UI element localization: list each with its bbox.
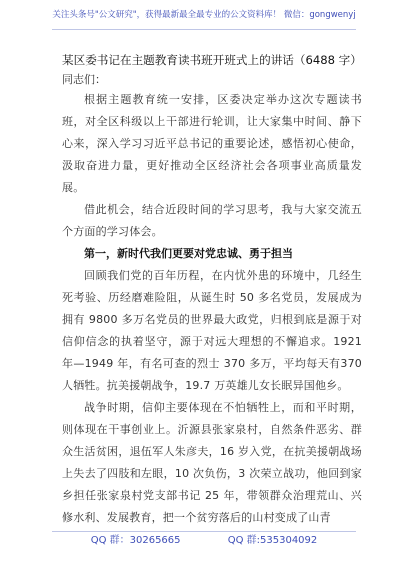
paragraph: 根据主题教育统一安排，区委决定举办这次专题读书班，对全区科级以上干部进行轮训，让大家集中时间、静下心来，深入学习习近平总书记的重要论述，感悟初心使命，汲取奋进力量，更好推动全区经济社会各项事业高质量发展。 (62, 93, 362, 194)
qq-group-1: QQ 群：30265665 (90, 535, 181, 546)
paragraph: 回顾我们党的百年历程，在内忧外患的环境中，几经生死考验、历经磨难险阻，从诞生时 50 多名党员，发展成为拥有 9800 多万名党员的世界最大政党，归根到底是源于对信仰信念的执着坚守，源于对远大理想的不懈追求。1921 年—1949 年，有名可查的烈士 370 多万，平均每天有370 人牺牲。抗美援朝战争，19.7 万英雄儿女长眠异国他乡。 (62, 269, 362, 392)
document-body (62, 52, 362, 529)
salutation: 同志们： (62, 73, 106, 86)
paragraph: 战争时期，信仰主要体现在不怕牺牲上，而和平时期，则体现在干事创业上。沂源县张家泉村，自然条件恶劣、群众生活贫困，退伍军人朱彦夫，16 岁入党，在抗美援朝战场上失去了四肢和左眼，10 次负伤，3 次荣立战功，他回到家乡担任张家泉村党支部书记 25 年，带领群众治理荒山、兴修水利、发展教育，把一个贫穷落后的山村变成了山青 (62, 401, 362, 524)
paragraph: 借此机会，结合近段时间的学习思考，我与大家交流五个方面的学习体会。 (62, 203, 362, 238)
header-divider (52, 29, 356, 30)
section-heading: 第一，新时代我们更要对党忠诚、勇于担当 (84, 247, 293, 260)
footer-divider (52, 531, 356, 532)
document-title: 某区委书记在主题教育读书班开班式上的讲话（6488 字） (62, 53, 362, 67)
banner-text: 关注头条号"公文研究"，获得最新最全最专业的公文资料库！ 微信：gongwenyj (52, 10, 356, 20)
top-banner (0, 0, 408, 30)
footer (0, 534, 408, 548)
qq-group-2: QQ 群:535304092 (227, 535, 318, 546)
